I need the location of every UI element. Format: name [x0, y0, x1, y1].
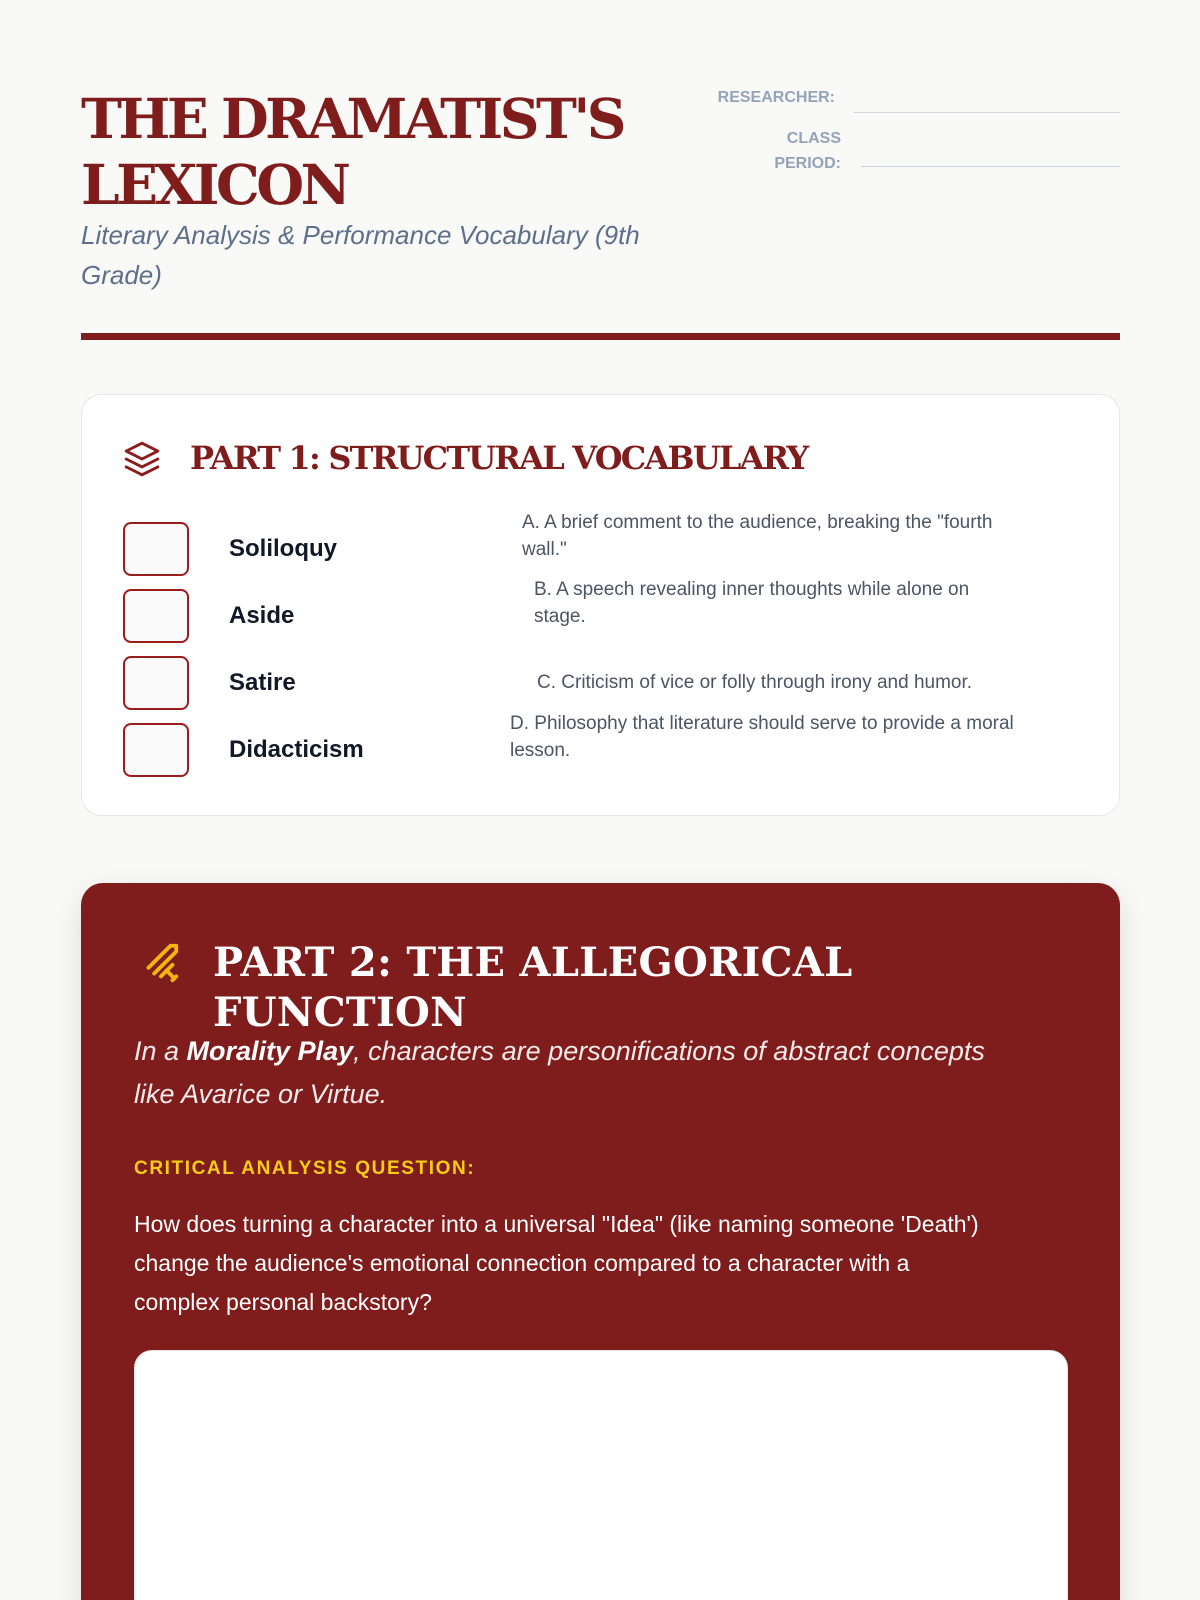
answer-box-1[interactable] [123, 522, 189, 576]
answer-box-3[interactable] [123, 656, 189, 710]
question-line: complex personal backstory? [134, 1289, 432, 1315]
critical-question-text [134, 1205, 1079, 1322]
definition-line: D. Philosophy that literature should serve to provide a moral [510, 713, 1014, 734]
definition-text [537, 669, 1097, 696]
intro-line-2: like Avarice or Virtue. [134, 1079, 388, 1109]
definition-line: B. A speech revealing inner thoughts while alone on [534, 579, 970, 600]
definition-line: stage. [534, 606, 586, 627]
part2-card [81, 883, 1120, 1600]
subtitle-line-1: Literary Analysis & Performance Vocabulary (9th [81, 220, 640, 250]
vocab-row [82, 579, 1121, 643]
question-line: change the audience's emotional connection compared to a character with a [134, 1250, 910, 1276]
definition-text [510, 710, 1100, 764]
answer-box-2[interactable] [123, 589, 189, 643]
definition-text [522, 509, 1082, 563]
definition-line: wall." [522, 539, 567, 560]
page-subtitle [81, 215, 721, 295]
term-label: Didacticism [229, 736, 364, 763]
sword-icon [136, 940, 182, 986]
vocab-row [82, 713, 1121, 777]
page-title [81, 86, 701, 218]
term-label: Soliloquy [229, 535, 337, 562]
class-period-label [691, 126, 841, 176]
definition-text [534, 576, 1074, 630]
class-label-line-2: PERIOD: [774, 155, 841, 172]
part1-card [81, 394, 1120, 816]
intro-rest: , characters are personifications of abstract concepts [353, 1036, 985, 1066]
part2-intro [134, 1030, 1064, 1116]
critical-question-label: CRITICAL ANALYSIS QUESTION: [134, 1158, 476, 1179]
title-line-1: THE DRAMATIST'S [81, 86, 623, 151]
answer-box-4[interactable] [123, 723, 189, 777]
class-label-line-1: CLASS [786, 130, 841, 147]
term-label: Satire [229, 669, 296, 696]
header [81, 0, 1120, 340]
researcher-field[interactable] [854, 112, 1120, 113]
answer-textarea[interactable] [134, 1350, 1068, 1600]
researcher-label: RESEARCHER: [717, 89, 835, 106]
question-line: How does turning a character into a universal "Idea" (like naming someone 'Death') [134, 1211, 979, 1237]
definition-line: A. A brief comment to the audience, breaking the "fourth [522, 512, 993, 533]
intro-line-1 [134, 1030, 1064, 1073]
term-label: Aside [229, 602, 295, 629]
definition-line: lesson. [510, 740, 571, 761]
header-divider [81, 333, 1120, 340]
subtitle-line-2: Grade) [81, 260, 162, 290]
intro-prefix: In a [134, 1036, 187, 1066]
vocab-row [82, 656, 1121, 710]
part1-title: PART 1: STRUCTURAL VOCABULARY [190, 439, 808, 477]
definition-line: C. Criticism of vice or folly through irony and humor. [537, 672, 973, 693]
class-period-field[interactable] [861, 166, 1120, 167]
part2-title: PART 2: THE ALLEGORICAL FUNCTION [213, 939, 853, 1036]
layers-icon [123, 440, 161, 478]
vocab-row [82, 512, 1121, 576]
title-line-2: LEXICON [81, 152, 348, 217]
intro-term: Morality Play [186, 1036, 354, 1066]
worksheet-page [81, 0, 1120, 1315]
